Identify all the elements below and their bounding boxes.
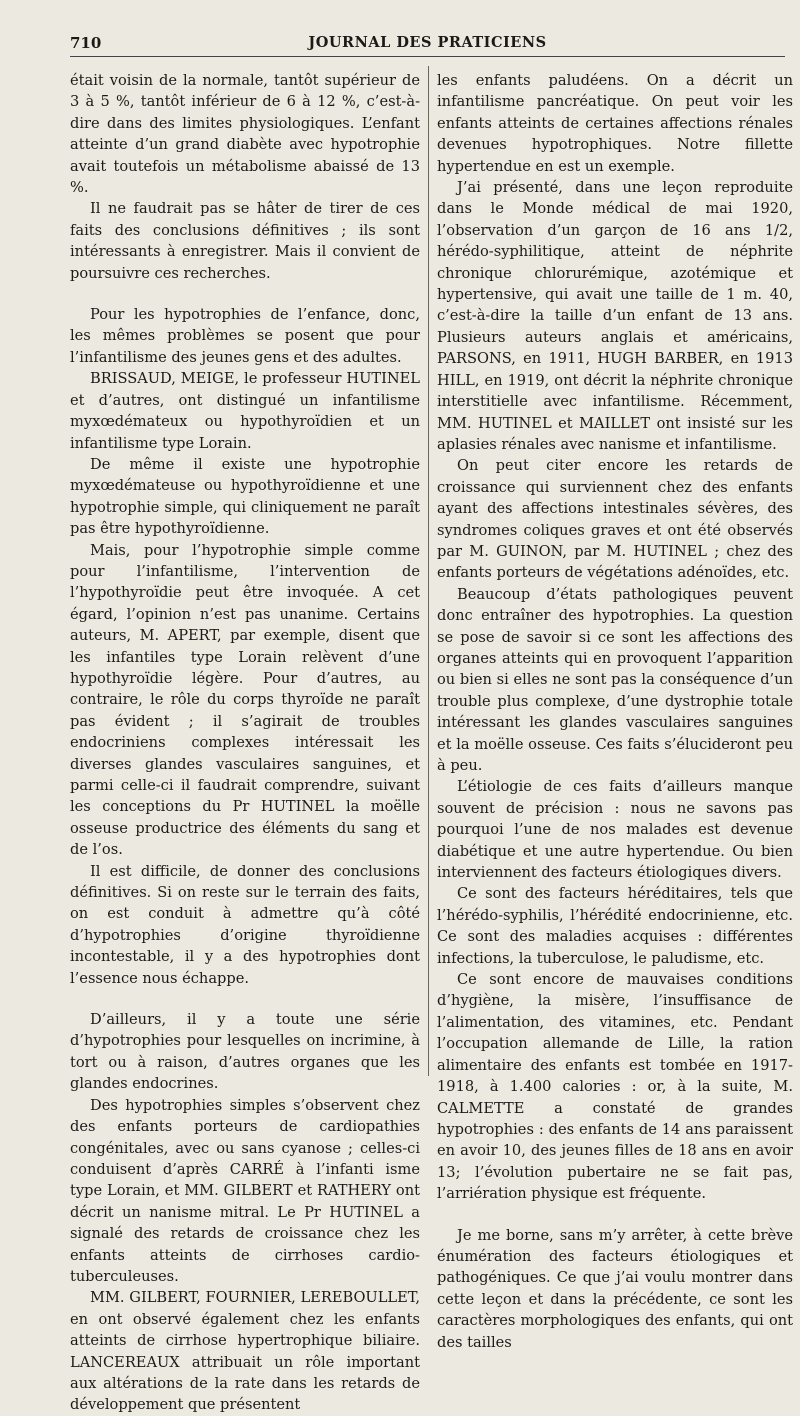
column-divider [428, 66, 429, 1076]
right-column [437, 70, 793, 1353]
paragraph: Mais, pour l’hypotrophie simple comme pour l’infantilisme, l’intervention de l’hypothyroïdie peut être invoquée. A cet égard, l’opinion n’est pas unanime. Certains auteurs, M. APERT, par exemple, disent que les infantiles type Lorain relèvent d’une hypothyroïdie légère. Pour d’autres, au contraire, le rôle du corps thyroïde ne paraît pas évident ; il s’agirait de troubles endocriniens complexes intéressait les diverses glandes vasculaires sanguines, et parmi celle-ci il faudrait comprendre, suivant les conceptions du Pr HUTINEL la moëlle osseuse productrice des éléments du sang et de l’os. [70, 541, 420, 859]
paragraph: Ce sont encore de mauvaises conditions d’hygiène, la misère, l’insuffisance de l’alimentation, des vitamines, etc. Pendant l’occupation allemande de Lille, la ration alimentaire des enfants est tombée en 1917-1918, à 1.400 calories : or, à la suite, M. CALMETTE a constaté de grandes hypotrophies : des enfants de 14 ans paraissent en avoir 10, des jeunes filles de 18 ans en avoir 13; l’évolution pubertaire ne se fait pas, l’arriération physique est fréquente. [437, 971, 793, 1203]
paragraph: J’ai présenté, dans une leçon reproduite dans le Monde médical de mai 1920, l’observation d’un garçon de 16 ans 1/2, hérédo-syphilitique, atteint de néphrite chronique chlorurémique, azotémique et hypertensive, qui avait une taille de 1 m. 40, c’est-à-dire la taille d’un enfant de 13 ans. Plusieurs auteurs anglais et américains, PARSONS, en 1911, HUGH BARBER, en 1913 HILL, en 1919, ont décrit la néphrite chronique interstitielle avec infantilisme. Récemment, MM. HUTINEL et MAILLET ont insisté sur les aplasies rénales avec nanisme et infantilisme. [437, 179, 793, 453]
page-header [70, 34, 785, 57]
left-column [70, 70, 420, 1416]
paragraph: était voisin de la normale, tantôt supérieur de 3 à 5 %, tantôt inférieur de 6 à 12 %, c’est-à-dire dans des limites physiologiques. L’enfant atteinte d’un grand diabète avec hypotrophie avait toutefois un métabolisme abaissé de 13 %. [70, 72, 420, 197]
paragraph: MM. GILBERT, FOURNIER, LEREBOULLET, en ont observé également chez les enfants atteints de cirrhose hypertrophique biliaire. LANCEREAUX attribuait un rôle important aux altérations de la rate dans les retards de développement que présentent [70, 1289, 420, 1414]
paragraph: Ce sont des facteurs héréditaires, tels que l’hérédo-syphilis, l’hérédité endocrinienne, etc. Ce sont des maladies acquises : différentes infections, la tuberculose, le paludisme, etc. [437, 885, 793, 967]
running-title: JOURNAL DES PRATICIENS [308, 34, 547, 51]
paragraph: Je me borne, sans m’y arrêter, à cette brève énumération des facteurs étiologiques et pathogéniques. Ce que j’ai voulu montrer dans cette leçon et dans la précédente, ce sont les caractères morphologiques des enfants, qui ont des tailles [437, 1226, 793, 1351]
paragraph: les enfants paludéens. On a décrit un infantilisme pancréatique. On peut voir les enfants atteints de certaines affections rénales devenues hypotrophiques. Notre fillette hypertendue en est un exemple. [437, 72, 793, 175]
paragraph: Il est difficile, de donner des conclusions définitives. Si on reste sur le terrain des faits, on est conduit à admettre qu’à côté d’hypotrophies d’origine thyroïdienne incontestable, il y a des hypotrophies dont l’essence nous échappe. [70, 862, 420, 987]
paragraph: De même il existe une hypotrophie myxœdémateuse ou hypothyroïdienne et une hypotrophie simple, qui cliniquement ne paraît pas être hypothyroïdienne. [70, 455, 420, 538]
paragraph: Pour les hypotrophies de l’enfance, donc, les mêmes problèmes se posent que pour l’infantilisme des jeunes gens et des adultes. [70, 306, 420, 366]
paragraph: Il ne faudrait pas se hâter de tirer de ces faits des conclusions définitives ; ils sont intéressants à enregistrer. Mais il convient de poursuivre ces recherches. [70, 200, 420, 282]
paragraph: BRISSAUD, MEIGE, le professeur HUTINEL et d’autres, ont distingué un infantilisme myxœdémateux ou hypothyroïdien et un infantilisme type Lorain. [70, 370, 420, 452]
paragraph: L’étiologie de ces faits d’ailleurs manque souvent de précision : nous ne savons pas pourquoi l’une de nos malades est devenue diabétique et une autre hypertendue. Ou bien interviennent des facteurs étiologiques divers. [437, 778, 793, 882]
page-number: 710 [70, 34, 102, 52]
paragraph: On peut citer encore les retards de croissance qui surviennent chez des enfants ayant des affections intestinales sévères, des syndromes coliques graves et ont été observés par M. GUINON, par M. HUTINEL ; chez des enfants porteurs de végétations adénoïdes, etc. [437, 457, 793, 582]
paragraph: D’ailleurs, il y a toute une série d’hypotrophies pour lesquelles on incrimine, à tort ou à raison, d’autres organes que les glandes endocrines. [70, 1011, 420, 1093]
paragraph: Des hypotrophies simples s’observent chez des enfants porteurs de cardiopathies congénitales, avec ou sans cyanose ; celles-ci conduisent d’après CARRÉ à l’infanti isme type Lorain, et MM. GILBERT et RATHERY ont décrit un nanisme mitral. Le Pr HUTINEL a signalé des retards de croissance chez les enfants atteints de cirrhoses cardio-tuberculeuses. [70, 1096, 420, 1285]
paragraph: Beaucoup d’états pathologiques peuvent donc entraîner des hypotrophies. La question se pose de savoir si ce sont les affections des organes atteints qui en provoquent l’apparition ou bien si elles ne sont pas la conséquence d’un trouble plus complexe, d’une dystrophie totale intéressant les glandes vasculaires sanguines et la moëlle osseuse. Ces faits s’élucideront peu à peu. [437, 585, 793, 774]
